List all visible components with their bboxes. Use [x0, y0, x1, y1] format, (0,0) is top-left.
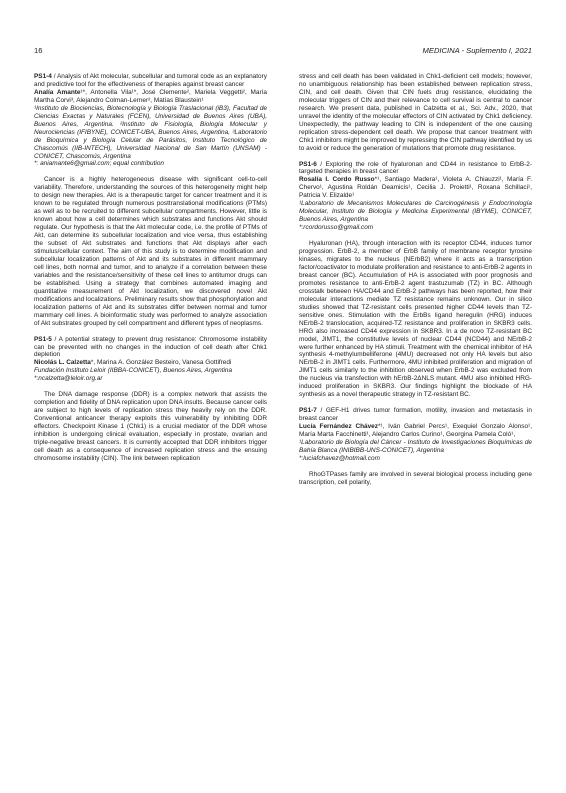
page-number: 16	[34, 46, 43, 55]
abstract-email: *:ncalzetta@leloir.org.ar	[34, 375, 103, 383]
presenting-author: Rosalía I. Cordo Russo	[299, 176, 375, 184]
abstract-email: *:luciafchavez@hotmail.com	[299, 454, 380, 462]
abstract-id: PS1-7	[299, 407, 317, 415]
abstract-body: Hyaluronan (HA), through interaction with its receptor CD44, induces tumor progression. ErbB-2, a member of ErbB family of membrane receptor tyrosine kinases, migrates to the nucleus (NErbB2) where it acts as a transcription factor/coactivator to modulate proliferation and resistance to anti-ErbB-2 agents in breast cancer (BC). Accumulation of HA is associated with poor prognosis and promotes resistance to anti-ErbB-2 agent trastuzumab (TZ) in BC. Although crosstalk between HA/CD44 and ErbB-2 pathways has been reported, how their molecular interactions mediate TZ resistance remains unknown. Our in silico studies showed that TZ-resistant cells presented higher CD44 levels than TZ-sensitive ones. Stimulation with the ErbBs ligand heregulin (HRG) induces NErbB-2 translocation, acquired-TZ resistance and proliferation in SKBR3 cells. HRG also increased CD44 expression in SKBR3. In a de novo TZ-resistant BC model, JIMT1, the constitutive levels of nuclear CD44 (NCD44) and NErbB-2 were further enhanced by HA stimuli. Treatment with the chemical inhibitor of HA synthesis 4-methylumbelliferone (4MU) decreased not only HA levels but also NErbB-2 in JIMT1 cells. Furthermore, 4MU inhibited proliferation and migration of JIMT1 cells similarly to the inhibition observed when ErbB-2 was excluded from the nucleus via transfection with hErbB-2ΔNLS mutant. 4MU also inhibited HRG-induced proliferation in SKBR3. Our findings highlight the blockade of HA synthesis as a novel therapeutic strategy in TZ-resistant BC.	[299, 240, 532, 399]
abstract-id: PS1-5	[34, 335, 52, 343]
abstract-authors	[299, 176, 532, 200]
co-authors: *¹, Santiago Madera¹, Violeta A. Chiauzzi¹, María F. Chervo¹, Agustina Roldán Deamicis¹, Cecilia J. Proietti¹, Roxana Schillaci¹, Patricia V. Elizalde¹	[299, 176, 532, 200]
abstract-body: RhoGTPases family are involved in several biological process including gene transcription, cell polarity,	[299, 470, 532, 486]
page-header	[34, 46, 532, 58]
abstract-email: *: aniamante6@gmail.com; equal contribution	[34, 160, 164, 168]
abstract-email: *:rcordorusso@gmail.com	[299, 224, 374, 232]
abstract-ps1-6-heading	[299, 161, 532, 177]
abstract-title: / Exploring the role of hyaluronan and CD44 in resistance to ErbB-2-targeted therapies in breast cancer	[299, 160, 532, 176]
abstract-affiliation: Fundación Instituto Leloir (IIBBA-CONICET), Buenos Aires, Argentina	[34, 367, 233, 375]
co-authors: ¹*, Antonella Vila¹*, José Clemente², Mariela Veggetti², María Martha Corvi³, Alejandro Colman-Lerner², Matías Blaustein¹	[34, 88, 267, 104]
journal-title: MEDICINA - Suplemento I, 2021	[422, 46, 532, 55]
abstract-body-continued: stress and cell death has been validated in Chk1-deficient cell models; however, no unambiguous relationship has been established between replication stress, CIN, and cell death. Given that CIN fuels drug resistance, elucidating the molecular triggers of CIN and their relevance to cell survival is central to cancer research. We present data, published in Calzetta et al., Sci. Adv., 2020, that unravel the identity of the molecular effectors of CIN activated by Chk1 deficiency. Unexpectedly, the pathway leading to CIN is independent of the one causing replication stress-dependent cell death. We propose that cancer treatment with Chk1 inhibitors might be improved by repressing the CIN pathway identified by us to avoid or reduce the generation of mutations that promote drug resistance.	[299, 73, 532, 152]
abstract-ps1-5-heading	[34, 336, 267, 360]
abstract-ps1-7-heading	[299, 407, 532, 423]
presenting-author: Nicolás L. Calzetta	[34, 359, 91, 367]
presenting-author: Lucía Fernández Chávez	[299, 423, 378, 431]
abstract-body: The DNA damage response (DDR) is a complex network that assists the completion and fidelity of DNA replication upon DNA insults. Because cancer cells are subject to high levels of replication stress they heavily rely on the DDR. Conventional anticancer therapy exploits this vulnerability by inhibiting DDR effectors. Checkpoint Kinase 1 (Chk1) is a crucial mediator of the DDR whose inhibition is undergoing clinical evaluation, especially in prostate, ovarian and triple-negative breast cancers. It is currently accepted that DDR inhibitors trigger cell death as a consequence of increased replication stress and the ensuing chromosome instability (CIN). The link between replication	[34, 391, 267, 462]
abstract-authors	[34, 89, 267, 105]
right-column	[299, 73, 532, 487]
abstract-body: Cancer is a highly heterogeneous disease with significant cell-to-cell variability. Therefore, understanding the sources of this heterogeneity might help to design new therapies. Akt is a therapeutic target for cancer treatment and it is known to be regulated through numerous posttranslational modifications (PTMs) as well as to be recruited to different subcellular compartments. However, little is known about how a cell determines which substrates and functions Akt should regulate. Our hypothesis is that the Akt molecular code, i.e. the profile of PTMs of Akt, can determine its subcellular localization and vice versa, thus establishing the subset of Akt substrates and functions that Akt displays after each stimulus/cellular context. The aim of this study is to determine modification and subcellular localization patterns of Akt and its substrates in different mammary cell lines, both normal and tumor, and to analyze if a correlation between these variables and the resistance/sensitivity of these cell lines to antitumor drugs can be established. Using a strategy that combines automated imaging and quantitative measurement of Akt localization, we discovered novel Akt modifications and localizations. Preliminary results show that phosphorylation and localization patterns of Akt and its substrates differ between normal and tumor mammary cell lines. A bioinformatic study was performed to analyze association of Akt substrates grouped by cell compartment and different types of neoplasms.	[34, 176, 267, 327]
abstract-affiliation: ¹Laboratorio de Mecanismos Moleculares de Carcinogénesis y Endocrinología Molecular, Instituto de Biología y Medicina Experimental (IBYME), CONICET, Buenos Aires, Argentina	[299, 200, 532, 224]
co-authors: *, Marina A. González Besteiro, Vanesa Gottifredi	[90, 359, 232, 367]
abstract-ps1-4-heading	[34, 73, 267, 89]
abstract-authors	[34, 359, 267, 367]
abstract-title: / A potential strategy to prevent drug resistance: Chromosome instability can be prevented with no changes in the induction of cell death after Chk1 depletion	[34, 335, 267, 359]
abstract-affiliation: ¹Laboratorio de Biología del Cáncer - Instituto de Investigaciones Bioquímicas de Bahía Blanca (INIBIBB-UNS-CONICET), Argentina	[299, 438, 532, 454]
co-authors: *¹, Iván Gabriel Percs¹, Exequiel Gonzalo Alonso¹, María Marta Facchinetti¹, Alejandro Carlos Curino¹, Georgina Pamela Coló¹,	[299, 423, 532, 439]
abstract-id: PS1-4	[34, 73, 52, 80]
abstract-affiliation: ¹Instituto de Biociencias, Biotecnología y Biología Traslacional (iB3), Facultad de Ciencias Exactas y Naturales (FCEN), Universidad de Buenos Aires (UBA), Buenos Aires, Argentina. ²Instituto de Fisiología, Biología Molecular y Neurociencias (IFIBYNE), CONICET-UBA, Buenos Aires, Argentina, ³Laboratorio de Bioquímica y Biología Celular de Parásitos, Instituto Tecnológico de Chascomús (IIB-INTECH), Universidad Nacional de San Martín (UNSAM) - CONICET, Chascomús, Argentina	[34, 104, 267, 160]
abstract-id: PS1-6	[299, 160, 317, 168]
left-column	[34, 73, 267, 463]
abstract-authors	[299, 423, 532, 439]
abstract-title: / GEF-H1 drives tumor formation, motility, invasion and metastasis in breast cancer	[299, 407, 532, 423]
abstract-title: / Analysis of Akt molecular, subcellular and tumoral code as an explanatory and predictive tool for the effectiveness of therapies against breast cancer	[34, 73, 267, 88]
presenting-author: Analía Amante	[34, 88, 81, 96]
